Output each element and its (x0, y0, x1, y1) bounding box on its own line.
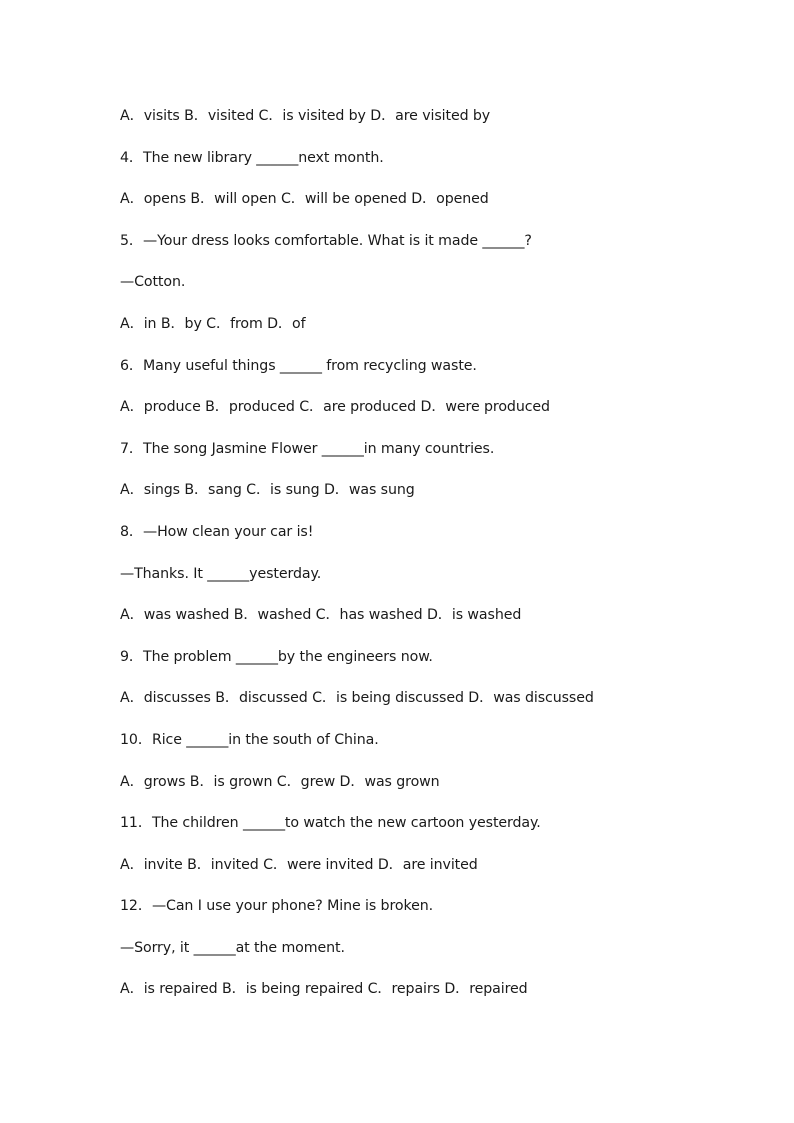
question-5: 5．—Your dress looks comfortable. What is it made ______? (120, 232, 532, 249)
options-line: A．grows B．is grown C．grew D．was grown (120, 773, 440, 790)
options-line: A．was washed B．washed C．has washed D．is washed (120, 607, 522, 624)
options-line: A．opens B．will open C．will be opened D．opened (120, 191, 489, 208)
dialogue-response: —Thanks. It ______yesterday. (120, 565, 322, 582)
question-6: 6．Many useful things ______ from recycling waste. (120, 357, 477, 374)
question-7: 7．The song Jasmine Flower ______in many countries. (120, 440, 495, 457)
options-line: A．in B．by C．from D．of (120, 315, 306, 332)
options-line: A．is repaired B．is being repaired C．repairs D．repaired (120, 981, 528, 998)
options-line: A．visits B．visited C．is visited by D．are visited by (120, 108, 491, 124)
options-line: A．discusses B．discussed C．is being discussed D．was discussed (120, 690, 594, 707)
question-12: 12．—Can I use your phone? Mine is broken. (120, 898, 433, 915)
question-9: 9．The problem ______by the engineers now. (120, 648, 433, 665)
question-4: 4．The new library ______next month. (120, 149, 384, 166)
options-line: A．invite B．invited C．were invited D．are invited (120, 856, 478, 873)
dialogue-response: —Cotton. (120, 274, 186, 291)
question-11: 11．The children ______to watch the new cartoon yesterday. (120, 815, 541, 832)
question-list (120, 104, 760, 1019)
dialogue-response: —Sorry, it ______at the moment. (120, 939, 345, 956)
options-line: A．sings B．sang C．is sung D．was sung (120, 482, 415, 499)
options-line: A．produce B．produced C．are produced D．were produced (120, 399, 550, 416)
question-10: 10．Rice ______in the south of China. (120, 731, 379, 748)
question-8: 8．—How clean your car is! (120, 523, 314, 540)
